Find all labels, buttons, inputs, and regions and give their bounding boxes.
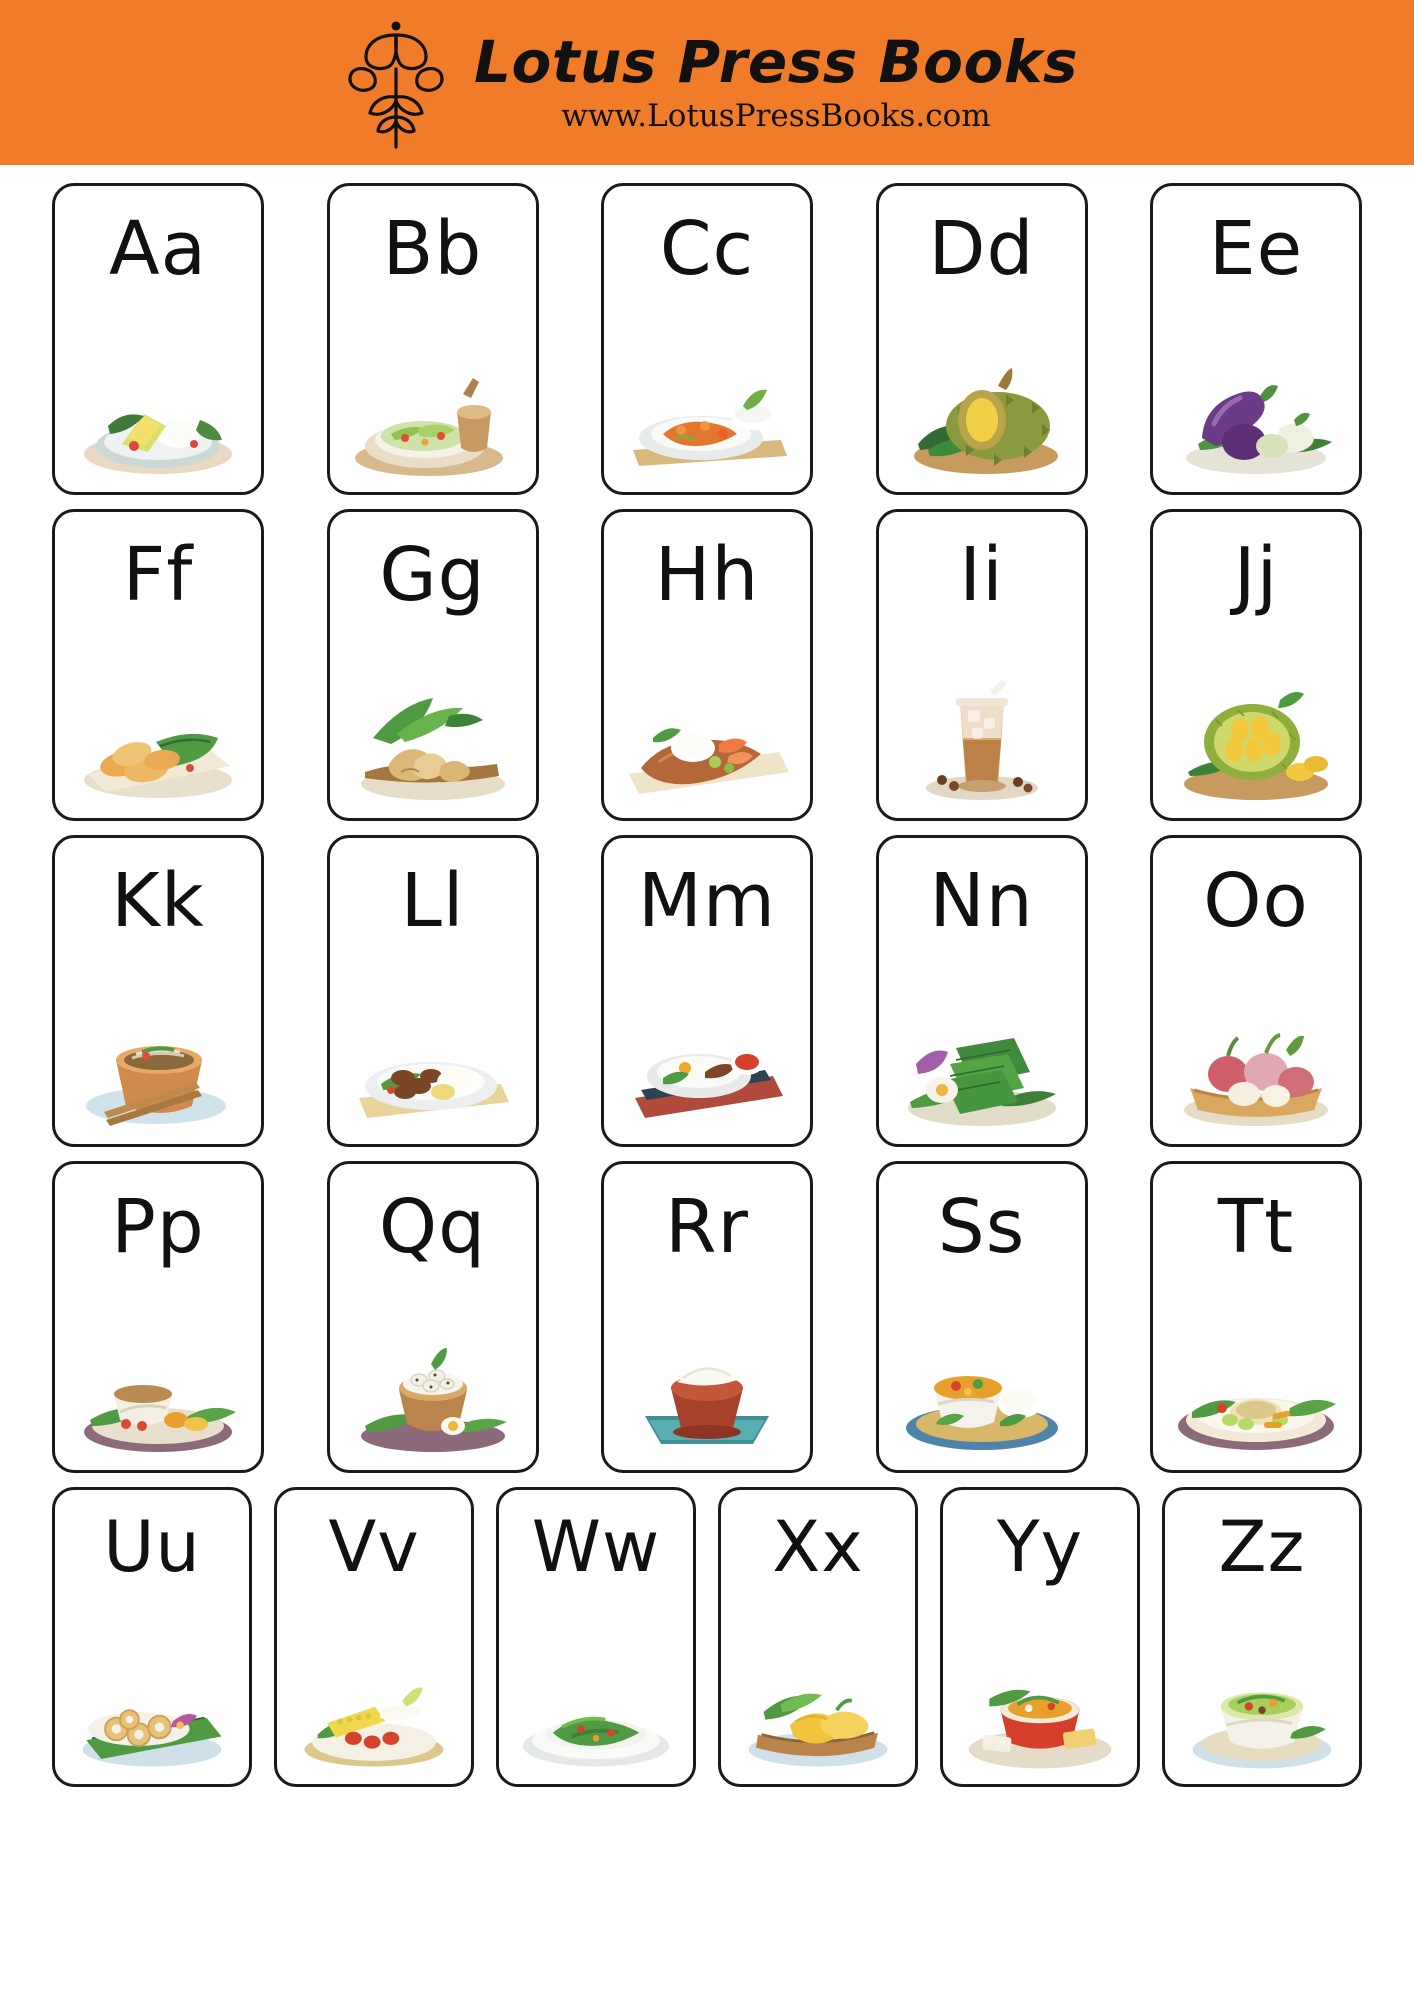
flashcard-d[interactable] [876, 183, 1088, 495]
letter-label: Pp [111, 1184, 205, 1270]
letter-label: Qq [378, 1184, 487, 1270]
letter-label: Ii [959, 532, 1004, 618]
soup-bowl-with-vegetable-platter-illustration [70, 1328, 246, 1458]
stir-fried-water-spinach-plate-illustration [512, 1652, 680, 1774]
green-papaya-salad-with-mortar-illustration [345, 350, 521, 480]
flashcard-sheet [0, 165, 1414, 1787]
letter-label: Cc [659, 206, 755, 292]
brand-text [474, 28, 1078, 134]
rice-bowl-on-blue-cloth-illustration [619, 1328, 795, 1458]
flashcard-r[interactable] [601, 1161, 813, 1473]
letter-label: Kk [111, 858, 205, 944]
flashcard-y[interactable] [940, 1487, 1140, 1787]
flashcard-f[interactable] [52, 509, 264, 821]
flashcard-a[interactable] [52, 183, 264, 495]
flashcard-s[interactable] [876, 1161, 1088, 1473]
letter-label: Uu [103, 1506, 201, 1588]
flashcard-row [52, 183, 1362, 495]
flashcard-w[interactable] [496, 1487, 696, 1787]
flashcard-j[interactable] [1150, 509, 1362, 821]
ginger-root-with-leaves-illustration [345, 676, 521, 806]
fried-squid-rings-on-leaf-illustration [68, 1652, 236, 1774]
letter-label: Jj [1233, 532, 1279, 618]
flashcard-n[interactable] [876, 835, 1088, 1147]
flashcard-k[interactable] [52, 835, 264, 1147]
curry-soup-bowl-with-rice-illustration [894, 1328, 1070, 1458]
letter-label: Hh [654, 532, 760, 618]
dip-platter-with-vegetables-illustration [1168, 1328, 1344, 1458]
durian-fruit-opened-illustration [894, 350, 1070, 480]
flashcard-m[interactable] [601, 835, 813, 1147]
flashcard-e[interactable] [1150, 183, 1362, 495]
lotus-flower-icon [336, 13, 456, 153]
flashcard-q[interactable] [327, 1161, 539, 1473]
flashcard-row [52, 1161, 1362, 1473]
hot-pot-with-side-dishes-illustration [956, 1652, 1124, 1774]
jackfruit-cut-open-illustration [1168, 676, 1344, 806]
brand-url: www.LotusPressBooks.com [561, 98, 991, 134]
letter-label: Dd [928, 206, 1035, 292]
letter-label: Oo [1203, 858, 1309, 944]
mangoes-on-wooden-board-illustration [734, 1652, 902, 1774]
letter-label: Xx [772, 1506, 864, 1588]
letter-label: Ss [937, 1184, 1026, 1270]
flashcard-i[interactable] [876, 509, 1088, 821]
flashcard-u[interactable] [52, 1487, 252, 1787]
letter-label: Yy [996, 1506, 1084, 1588]
letter-label: Rr [665, 1184, 749, 1270]
stir-fried-curry-plate-illustration [619, 350, 795, 480]
flashcard-t[interactable] [1150, 1161, 1362, 1473]
green-curry-soup-bowl-illustration [1178, 1652, 1346, 1774]
flashcard-o[interactable] [1150, 835, 1362, 1147]
quail-eggs-rice-bowl-illustration [345, 1328, 521, 1458]
noodle-soup-bowl-with-chopsticks-illustration [70, 1002, 246, 1132]
letter-label: Tt [1217, 1184, 1295, 1270]
letter-label: Aa [109, 206, 207, 292]
letter-label: Mm [638, 858, 776, 944]
letter-label: Ll [400, 858, 465, 944]
rice-dish-with-banana-leaf-wrap-illustration [70, 350, 246, 480]
flashcard-v[interactable] [274, 1487, 474, 1787]
letter-label: Nn [929, 858, 1034, 944]
brand-block [336, 13, 1078, 153]
page-header [0, 0, 1414, 165]
iced-coffee-drink-glass-illustration [894, 676, 1070, 806]
flashcard-b[interactable] [327, 183, 539, 495]
flashcard-p[interactable] [52, 1161, 264, 1473]
letter-label: Zz [1218, 1506, 1306, 1588]
flashcard-row [52, 1487, 1362, 1787]
flashcard-l[interactable] [327, 835, 539, 1147]
flashcard-row [52, 835, 1362, 1147]
letter-label: Gg [379, 532, 486, 618]
flashcard-row [52, 509, 1362, 821]
fried-fish-fritters-on-leaf-illustration [70, 676, 246, 806]
flashcard-c[interactable] [601, 183, 813, 495]
brand-name: Lotus Press Books [474, 28, 1078, 96]
onions-and-shallots-basket-illustration [1168, 1002, 1344, 1132]
letter-label: Bb [382, 206, 483, 292]
flashcard-z[interactable] [1162, 1487, 1362, 1787]
eggplants-purple-and-green-illustration [1168, 350, 1344, 480]
flashcard-g[interactable] [327, 509, 539, 821]
letter-label: Ee [1208, 206, 1304, 292]
letter-label: Vv [328, 1506, 420, 1588]
flashcard-x[interactable] [718, 1487, 918, 1787]
fried-egg-rice-plate-with-sauce-illustration [619, 1002, 795, 1132]
corn-and-vegetable-plate-illustration [290, 1652, 458, 1774]
letter-label: Ff [122, 532, 194, 618]
letter-label: Ww [531, 1506, 661, 1588]
flashcard-h[interactable] [601, 509, 813, 821]
braised-pork-with-rice-plate-illustration [345, 1002, 521, 1132]
banana-leaf-wrapped-cakes-illustration [894, 1002, 1070, 1132]
rice-plate-with-prawns-illustration [619, 676, 795, 806]
